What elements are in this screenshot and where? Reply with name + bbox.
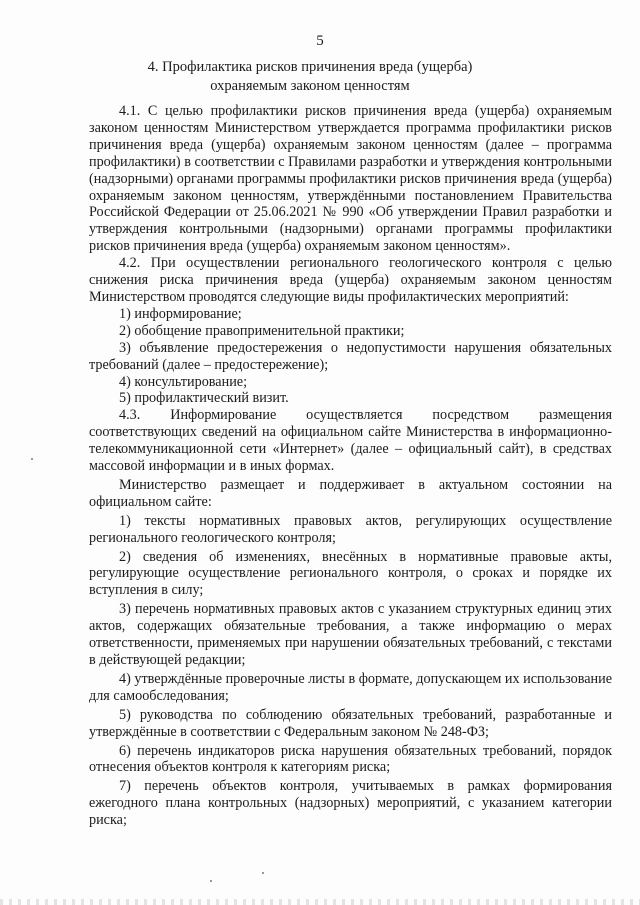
section-title bbox=[100, 58, 520, 95]
list-item: 5) профилактический визит. bbox=[119, 390, 289, 407]
list-item: 4) консультирование; bbox=[119, 373, 248, 390]
list-item: 5) руководства по соблюдению обязательных требований, разработанные и утверждённые в соответствии с Федеральным законом № 248-ФЗ; bbox=[89, 706, 612, 740]
paragraph-4-3: 4.3. Информирование осуществляется посредством размещения соответствующих сведений на официальном сайте Министерства в информационно-телекоммуникационной сети «Интернет» (далее – официальный сайт), в средствах массовой информации и в иных формах. bbox=[89, 407, 612, 475]
paragraph-site-intro: Министерство размещает и поддерживает в актуальном состоянии на официальном сайте: bbox=[89, 476, 612, 510]
list-item: 1) информирование; bbox=[119, 305, 242, 322]
list-item: 1) тексты нормативных правовых актов, регулирующих осуществление регионального геологического контроля; bbox=[89, 512, 612, 546]
scan-artifact bbox=[262, 872, 264, 874]
list-item: 3) объявление предостережения о недопустимости нарушения обязательных требований (далее – предостережение); bbox=[89, 339, 612, 373]
list-item: 3) перечень нормативных правовых актов с указанием структурных единиц этих актов, содержащих обязательные требования, а также информацию о мерах ответственности, применяемых при нарушении обязательных требований, с текстами в действующей редакции; bbox=[89, 601, 612, 668]
list-item: 2) обобщение правоприменительной практики; bbox=[119, 322, 405, 339]
section-title-line-1: 4. Профилактика рисков причинения вреда (ущерба) bbox=[147, 59, 473, 75]
scan-artifact bbox=[0, 899, 640, 905]
list-item: 4) утверждённые проверочные листы в формате, допускающем их использование для самообследования; bbox=[89, 670, 612, 704]
list-item: 7) перечень объектов контроля, учитываемых в рамках формирования ежегодного плана контрольных (надзорных) мероприятий, с указанием категории риска; bbox=[89, 778, 612, 829]
section-title-line-2: охраняемым законом ценностям bbox=[210, 77, 410, 94]
list-item: 2) сведения об изменениях, внесённых в нормативные правовые акты, регулирующие осуществление регионального контроля, о сроках и порядке их вступления в силу; bbox=[89, 548, 612, 599]
paragraph-4-1: 4.1. С целью профилактики рисков причинения вреда (ущерба) охраняемым законом ценностям Министерством утверждается программа профилактики рисков причинения вреда (ущерба) охраняемым законом ценностям (далее – программа профилактики) в соответствии с Правилами разработки и утверждения контрольными (надзорными) органами программы профилактики рисков причинения вреда (ущерба) охраняемым законом ценностям, утверждёнными постановлением Правительства Российской Федерации от 25.06.2021 № 990 «Об утверждении Правил разработки и утверждения контрольными (надзорными) органами программы профилактики рисков причинения вреда (ущерба) охраняемым законом ценностям». bbox=[89, 103, 612, 255]
page-number: 5 bbox=[316, 33, 324, 49]
document-body bbox=[89, 103, 612, 829]
paragraph-4-2: 4.2. При осуществлении регионального геологического контроля с целью снижения риска причинения вреда (ущерба) охраняемым законом ценностям Министерством проводятся следующие виды профилактических мероприятий: bbox=[89, 255, 612, 305]
scan-artifact bbox=[31, 458, 33, 460]
list-item: 6) перечень индикаторов риска нарушения обязательных требований, порядок отнесения объектов контроля к категориям риска; bbox=[89, 742, 612, 776]
scan-artifact bbox=[210, 880, 212, 882]
